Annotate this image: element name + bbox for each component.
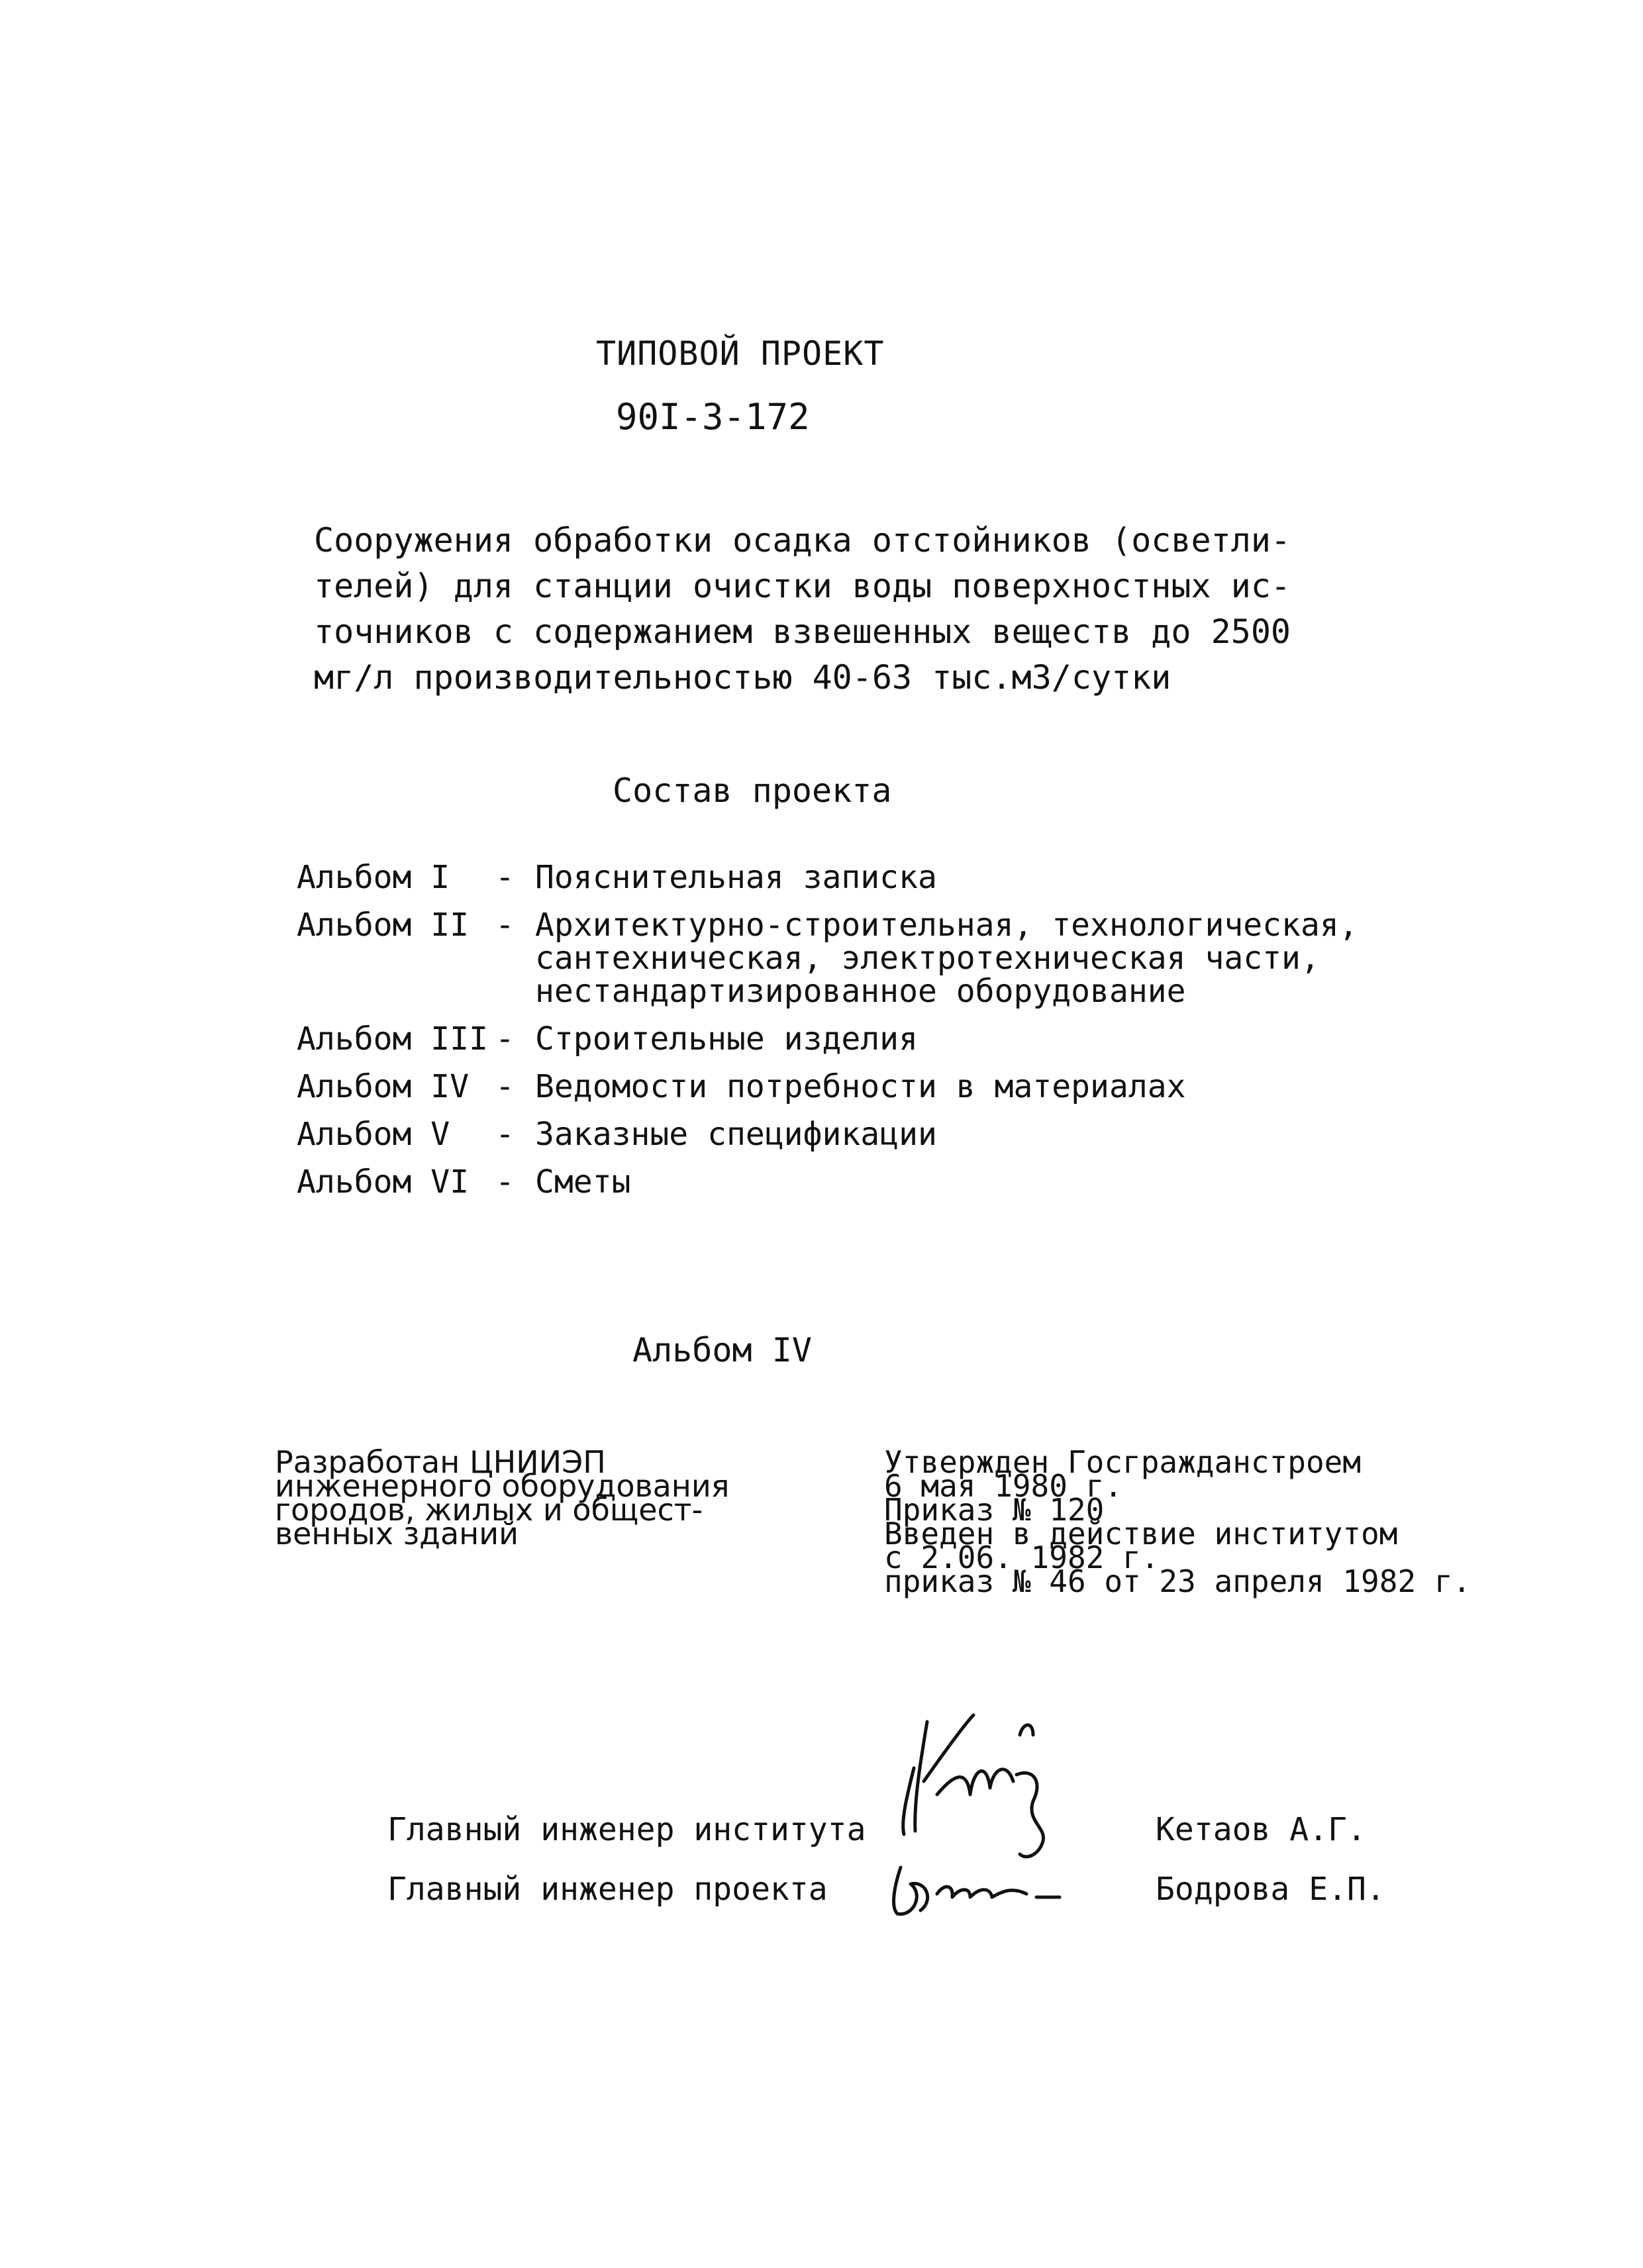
project-subject: Сооружения обработки осадка отстойников (осветли- телей) для станции очистки воды поверхностных ис- точников с содержанием взвешенных веществ до 2500 мг/л производительностью 40-63 тыс.м3/сутки xyxy=(314,521,1291,697)
album-label: Альбом I xyxy=(297,859,450,896)
album-description: Ведомости потребности в материалах xyxy=(535,1068,1186,1105)
album-dash: - xyxy=(495,859,515,896)
album-list xyxy=(297,861,1383,1213)
album-label: Альбом IV xyxy=(297,1068,470,1105)
album-dash: - xyxy=(495,1020,515,1058)
album-description: Архитектурно-строительная, технологическая, сантехническая, электротехническая части, нестандартизированное оборудование xyxy=(535,907,1358,1010)
contents-title: Состав проекта xyxy=(613,771,892,810)
album-label: Альбом V xyxy=(297,1116,450,1153)
album-row xyxy=(297,1118,1383,1151)
album-description: Пояснительная записка xyxy=(535,859,937,896)
album-description: Заказные спецификации xyxy=(535,1116,937,1153)
album-label: Альбом VI xyxy=(297,1163,470,1201)
developed-by-block: Разработан ЦНИИЭП инженерного оборудования городов, жилых и общест- венных зданий xyxy=(275,1444,730,1552)
album-dash: - xyxy=(495,1068,515,1105)
chief-engineer-institute-name: Кетаов А.Г. xyxy=(1156,1811,1366,1848)
approval-block: Утвержден Госгражданстроем 6 мая 1980 г. Приказ № 120 Введен в действие институтом с 2.06. 1982 г. приказ № 46 от 23 апреля 1982 г. xyxy=(884,1444,1471,1599)
album-label: Альбом II xyxy=(297,907,470,944)
album-row xyxy=(297,1165,1383,1199)
album-dash: - xyxy=(495,1116,515,1153)
chief-engineer-project-label: Главный инженер проекта xyxy=(387,1871,828,1908)
current-album-heading: Альбом IV xyxy=(632,1331,812,1369)
project-code: 90I-3-172 xyxy=(616,396,810,438)
chief-engineer-institute-label: Главный инженер института xyxy=(387,1811,866,1848)
album-description: Строительные изделия xyxy=(535,1020,918,1058)
album-row xyxy=(297,1022,1383,1056)
project-title: ТИПОВОЙ ПРОЕКТ xyxy=(596,334,885,373)
handwritten-signatures xyxy=(874,1695,1139,1920)
album-label: Альбом III xyxy=(297,1020,488,1058)
chief-engineer-project-name: Бодрова Е.П. xyxy=(1156,1871,1385,1908)
album-dash: - xyxy=(495,907,515,944)
album-description: Сметы xyxy=(535,1163,631,1201)
album-row xyxy=(297,861,1383,894)
album-row xyxy=(297,909,1383,1008)
album-row xyxy=(297,1070,1383,1103)
album-dash: - xyxy=(495,1163,515,1201)
